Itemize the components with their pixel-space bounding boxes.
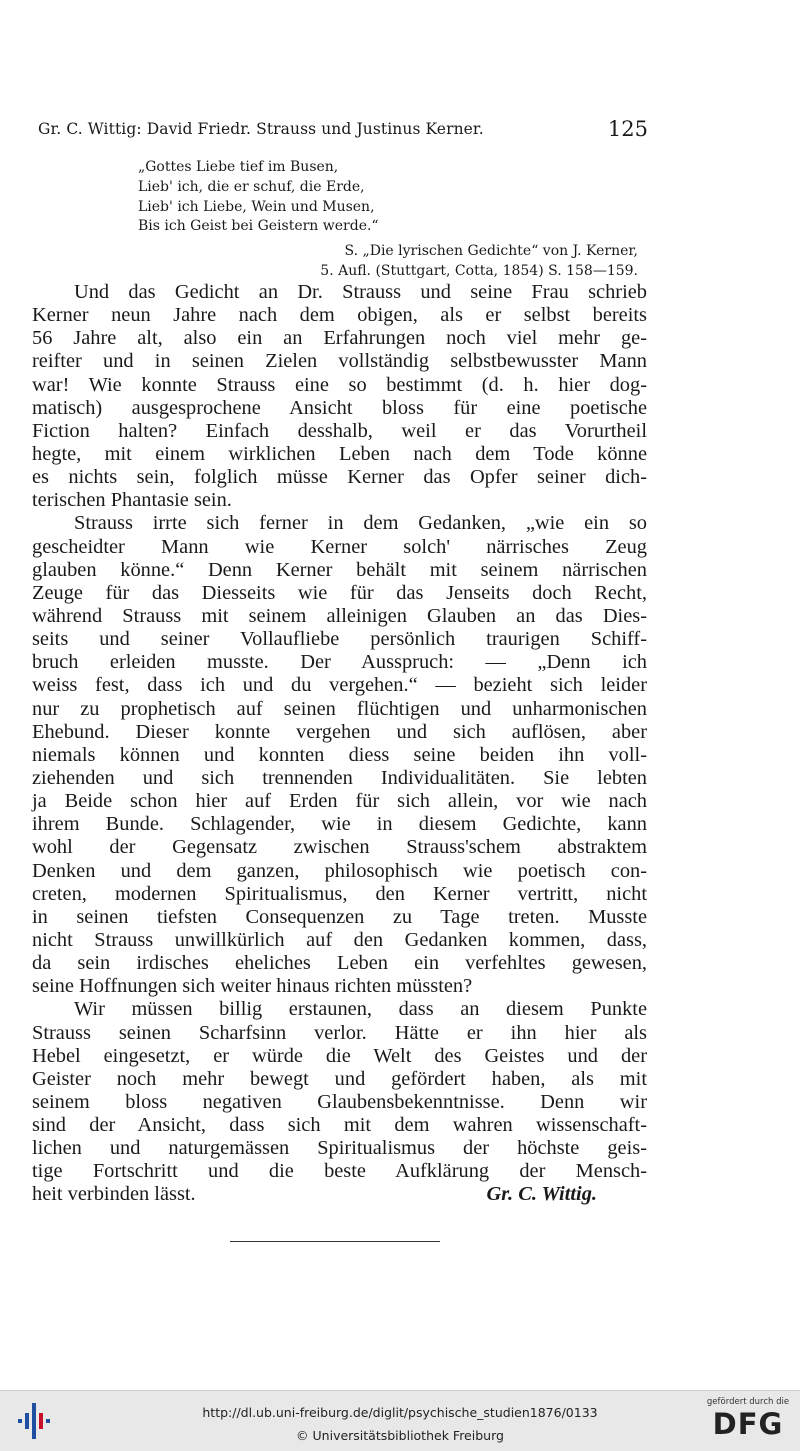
text-line: seits und seiner Vollaufliebe persönlich traurigen Schiff- bbox=[32, 628, 647, 651]
text-line: Geister noch mehr bewegt und gefördert haben, als mit bbox=[32, 1067, 647, 1090]
poem-line: Lieb' ich Liebe, Wein und Musen, bbox=[138, 198, 375, 215]
poem-line: Lieb' ich, die er schuf, die Erde, bbox=[138, 178, 365, 195]
text-line: niemals können und konnten diess seine beiden ihn voll- bbox=[32, 743, 647, 766]
text-line: bruch erleiden musste. Der Ausspruch: — „Denn ich bbox=[32, 651, 647, 674]
text-line: ihrem Bunde. Schlagender, wie in diesem Gedichte, kann bbox=[32, 813, 647, 836]
source-line: 5. Aufl. (Stuttgart, Cotta, 1854) S. 158—159. bbox=[320, 263, 638, 279]
text-line: Und das Gedicht an Dr. Strauss und seine Frau schrieb bbox=[74, 281, 647, 303]
text-line: während Strauss mit seinem alleinigen Glauben an das Dies- bbox=[32, 604, 647, 627]
closing-line bbox=[32, 1183, 647, 1206]
text-line: terischen Phantasie sein. bbox=[32, 489, 232, 512]
text-line: Ehebund. Dieser konnte vergehen und sich auflösen, aber bbox=[32, 720, 647, 743]
text-line: Kerner neun Jahre nach dem obigen, als er selbst bereits bbox=[32, 304, 647, 327]
text-line: war! Wie konnte Strauss eine so bestimmt (d. h. hier dog- bbox=[32, 373, 647, 396]
page-number: 125 bbox=[607, 117, 648, 141]
viewer-footer bbox=[0, 1390, 800, 1451]
poem-line: „Gottes Liebe tief im Busen, bbox=[138, 159, 339, 175]
copyright-notice: © Universitätsbibliothek Freiburg bbox=[296, 1428, 504, 1443]
closing-text: heit verbinden lässt. bbox=[32, 1183, 196, 1206]
text-line: 56 Jahre alt, also ein an Erfahrungen noch viel mehr ge- bbox=[32, 327, 647, 350]
source-line: S. „Die lyrischen Gedichte“ von J. Kerner, bbox=[344, 243, 638, 259]
body-text bbox=[32, 281, 647, 1207]
text-line: hegte, mit einem wirklichen Leben nach dem Tode könne bbox=[32, 442, 647, 465]
text-line: nicht Strauss unwillkürlich auf den Gedanken kommen, dass, bbox=[32, 928, 647, 951]
text-line: creten, modernen Spiritualismus, den Kerner vertritt, nicht bbox=[32, 882, 647, 905]
text-line: sind der Ansicht, dass sich mit dem wahren wissenschaft- bbox=[32, 1114, 647, 1137]
text-line: seinem bloss negativen Glaubensbekenntnisse. Denn wir bbox=[32, 1090, 647, 1113]
text-line: weiss fest, dass ich und du vergehen.“ — bezieht sich leider bbox=[32, 674, 647, 697]
text-line: nur zu prophetisch auf seinen flüchtigen und unharmonischen bbox=[32, 697, 647, 720]
author-signature: Gr. C. Wittig. bbox=[486, 1183, 597, 1206]
text-line: da sein irdisches eheliches Leben ein verfehltes gewesen, bbox=[32, 952, 647, 975]
text-line: seine Hoffnungen sich weiter hinaus richten müssten? bbox=[32, 975, 473, 998]
text-line: Zeuge für das Diesseits wie für das Jenseits doch Recht, bbox=[32, 581, 647, 604]
running-title: Gr. C. Wittig: David Friedr. Strauss und Justinus Kerner. bbox=[38, 120, 484, 138]
text-line: es nichts sein, folglich müsse Kerner das Opfer seiner dich- bbox=[32, 466, 647, 489]
text-line: Wir müssen billig erstaunen, dass an diesem Punkte bbox=[74, 998, 647, 1021]
text-line: ja Beide schon hier auf Erden für sich allein, vor wie nach bbox=[32, 790, 647, 813]
text-line: ziehenden und sich trennenden Individualitäten. Sie lebten bbox=[32, 766, 647, 789]
running-header bbox=[38, 118, 648, 146]
poem-quote bbox=[138, 158, 638, 237]
text-line: gescheidter Mann wie Kerner solch' närrisches Zeug bbox=[32, 535, 647, 558]
text-line: Fiction halten? Einfach desshalb, weil er das Vorurtheil bbox=[32, 419, 647, 442]
text-line: lichen und naturgemässen Spiritualismus der höchste geis- bbox=[32, 1137, 647, 1160]
text-line: Strauss seinen Scharfsinn verlor. Hätte er ihn hier als bbox=[32, 1021, 647, 1044]
dfg-funding-logo bbox=[704, 1397, 792, 1447]
text-line: Hebel eingesetzt, er würde die Welt des Geistes und der bbox=[32, 1044, 647, 1067]
dfg-logo-text: DFG bbox=[712, 1407, 784, 1441]
poem-source bbox=[320, 241, 638, 281]
text-line: tige Fortschritt und die beste Aufklärung der Mensch- bbox=[32, 1160, 647, 1183]
text-line: matisch) ausgesprochene Ansicht bloss für eine poetische bbox=[32, 396, 647, 419]
text-line: Strauss irrte sich ferner in dem Gedanken, „wie ein so bbox=[74, 512, 647, 535]
text-line: in seinen tiefsten Consequenzen zu Tage treten. Musste bbox=[32, 905, 647, 928]
text-line: wohl der Gegensatz zwischen Strauss'schem abstraktem bbox=[32, 836, 647, 859]
text-line: Denken und dem ganzen, philosophisch wie poetisch con- bbox=[32, 859, 647, 882]
end-rule bbox=[230, 1241, 440, 1242]
text-line: glauben könne.“ Denn Kerner behält mit seinem närrischen bbox=[32, 558, 647, 581]
text-line: reifter und in seinen Zielen vollständig selbstbewusster Mann bbox=[32, 350, 647, 373]
funding-caption: gefördert durch die bbox=[706, 1397, 790, 1407]
permalink-url[interactable]: http://dl.ub.uni-freiburg.de/diglit/psychische_studien1876/0133 bbox=[202, 1405, 598, 1420]
poem-line: Bis ich Geist bei Geistern werde.“ bbox=[138, 218, 379, 235]
